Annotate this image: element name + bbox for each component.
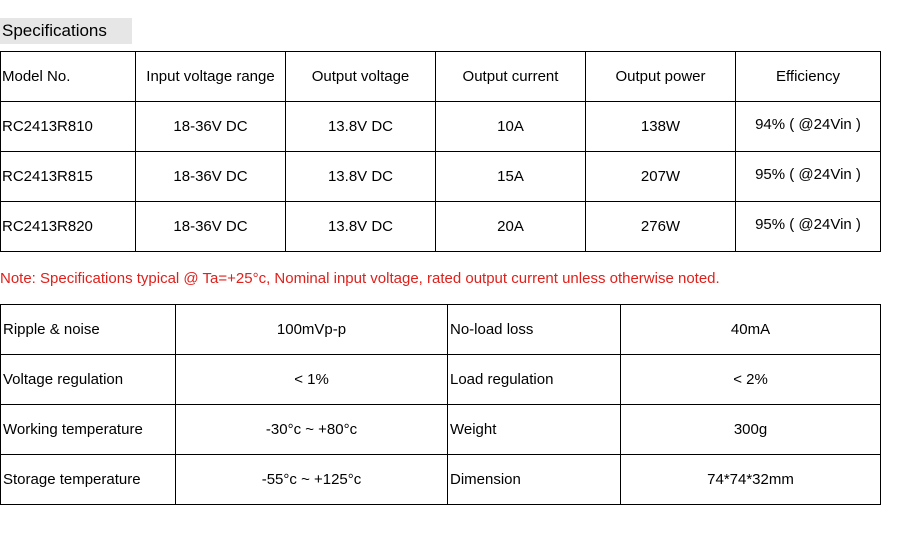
table-cell: 10A bbox=[436, 102, 586, 152]
table-row bbox=[1, 405, 881, 455]
header-cell: Input voltage range bbox=[136, 52, 286, 102]
table-cell: 95% ( @24Vin ) bbox=[736, 200, 881, 250]
param-value: < 1% bbox=[176, 355, 448, 405]
table-row bbox=[1, 102, 881, 152]
param-label: Load regulation bbox=[448, 355, 621, 405]
table-row bbox=[1, 202, 881, 252]
table-cell: 207W bbox=[586, 152, 736, 202]
model-cell: RC2413R820 bbox=[1, 202, 136, 252]
specifications-table bbox=[0, 51, 881, 252]
param-value: 100mVp-p bbox=[176, 305, 448, 355]
model-cell: RC2413R810 bbox=[1, 102, 136, 152]
table-row bbox=[1, 455, 881, 505]
header-cell: Output current bbox=[436, 52, 586, 102]
param-label: Voltage regulation bbox=[1, 355, 176, 405]
table-row bbox=[1, 305, 881, 355]
table-cell: 138W bbox=[586, 102, 736, 152]
header-cell: Model No. bbox=[1, 52, 136, 102]
table-cell: 13.8V DC bbox=[286, 102, 436, 152]
table-cell: 13.8V DC bbox=[286, 202, 436, 252]
param-label: Storage temperature bbox=[1, 455, 176, 505]
param-value: 300g bbox=[621, 405, 881, 455]
table-cell: 18-36V DC bbox=[136, 152, 286, 202]
table-row bbox=[1, 152, 881, 202]
section-heading: Specifications bbox=[0, 18, 132, 44]
param-label: No-load loss bbox=[448, 305, 621, 355]
parameters-table bbox=[0, 304, 881, 505]
param-label: Working temperature bbox=[1, 405, 176, 455]
table-cell: 13.8V DC bbox=[286, 152, 436, 202]
specification-note: Note: Specifications typical @ Ta=+25°c, Nominal input voltage, rated output current unless otherwise noted. bbox=[0, 270, 720, 287]
param-value: -55°c ~ +125°c bbox=[176, 455, 448, 505]
header-cell: Efficiency bbox=[736, 52, 881, 102]
table-cell: 18-36V DC bbox=[136, 102, 286, 152]
param-value: -30°c ~ +80°c bbox=[176, 405, 448, 455]
param-label: Dimension bbox=[448, 455, 621, 505]
header-cell: Output power bbox=[586, 52, 736, 102]
param-value: 74*74*32mm bbox=[621, 455, 881, 505]
param-label: Weight bbox=[448, 405, 621, 455]
model-cell: RC2413R815 bbox=[1, 152, 136, 202]
table-cell: 20A bbox=[436, 202, 586, 252]
table-cell: 276W bbox=[586, 202, 736, 252]
table-cell: 15A bbox=[436, 152, 586, 202]
header-cell: Output voltage bbox=[286, 52, 436, 102]
table-cell: 94% ( @24Vin ) bbox=[736, 100, 881, 150]
param-value: 40mA bbox=[621, 305, 881, 355]
table-header-row bbox=[1, 52, 881, 102]
table-cell: 18-36V DC bbox=[136, 202, 286, 252]
table-row bbox=[1, 355, 881, 405]
param-label: Ripple & noise bbox=[1, 305, 176, 355]
table-cell: 95% ( @24Vin ) bbox=[736, 150, 881, 200]
param-value: < 2% bbox=[621, 355, 881, 405]
